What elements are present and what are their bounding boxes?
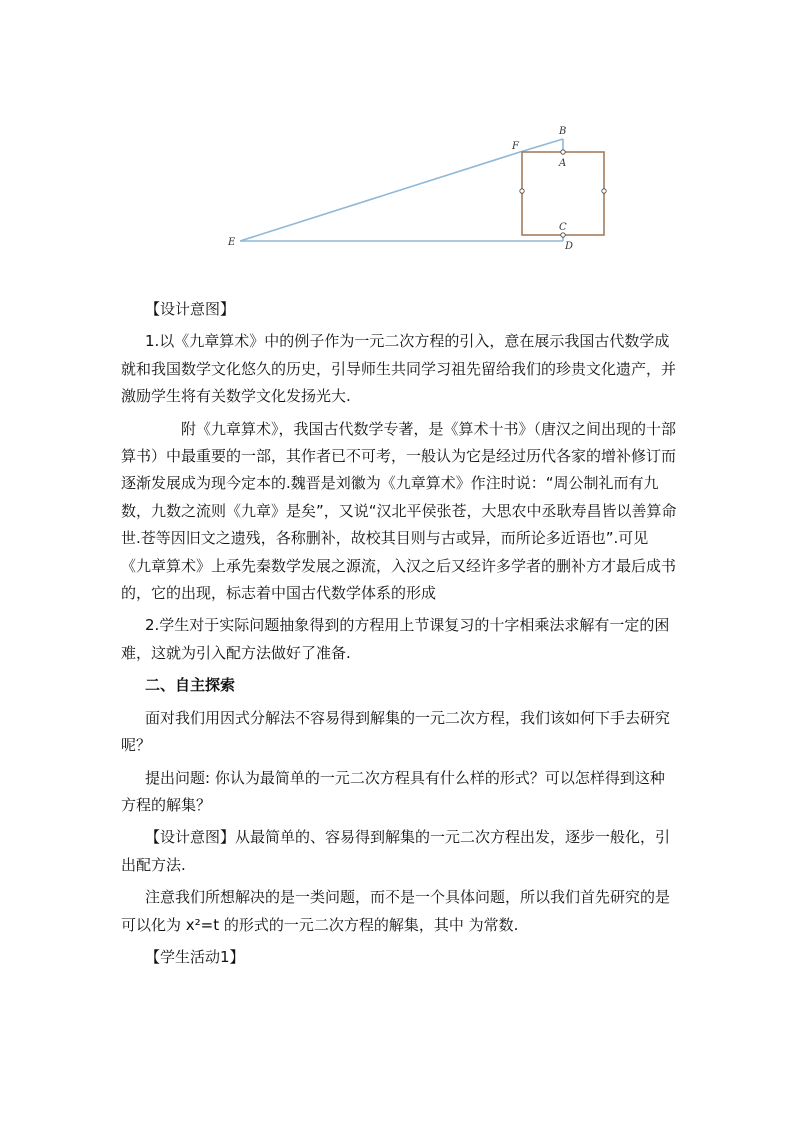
document-body [121,296,677,971]
label-D: D [565,241,574,252]
point-left-mid [520,189,524,193]
student-activity-heading: 【学生活动1】 [145,947,245,966]
paragraph-3: 面对我们用因式分解法不容易得到解集的一元二次方程，我们该如何下手去研究呢？ [121,708,671,755]
equation: x²=t [185,915,220,934]
geometry-figure [222,114,614,264]
label-E: E [228,237,236,248]
label-B: B [559,126,567,137]
section-heading: 二、自主探索 [145,676,236,695]
label-A: A [559,158,567,169]
paragraph-2: 2.学生对于实际问题抽象得到的方程用上节课复习的十字相乘法求解有一定的困难，这就为引入配方法做好了准备. [121,616,670,662]
point-A [561,150,565,154]
paragraph-design-intent-2 [121,824,677,879]
design-intent-text: 从最简单的、容易得到解集的一元二次方程出发，逐步一般化，引出配方法. [121,828,671,874]
paragraph-5-before: 注意我们所想解决的是一类问题，而不是一个具体问题，所以我们首先研究的是可以化为 [121,888,671,934]
paragraph-1: 1.以《九章算术》中的例子作为一元二次方程的引入，意在展示我国古代数学成就和我国数学文化悠久的历史，引导师生共同学习祖先留给我们的珍贵文化遗产，并激励学生将有关数学文化发扬光大. [121,332,677,406]
paragraph-appendix: 附《九章算术》，我国古代数学专著，是《算术十书》（唐汉之间出现的十部算书）中最重要的一部，其作者已不可考，一般认为它是经过历代各家的增补修订而逐渐发展成为现今定本的.魏晋是刘徽为《九章算术》作注时说：“周公制礼而有九数，九数之流则《九章》是矣”，又说“汉北平侯张苍，大思农中丞耿寿昌皆以善算命世.苍等因旧文之遗残，各称删补，故校其目则与古或异，而所论多近语也”.可见《九章算术》上承先秦数学发展之源流，入汉之后又经许多学者的删补方才最后成书的，它的出现，标志着中国古代数学体系的形成 [121,419,677,603]
point-C [561,233,565,237]
paragraph-5 [121,884,677,939]
line-FB [520,139,563,152]
design-intent-label: 【设计意图】 [145,828,236,847]
label-F: F [512,141,519,152]
line-EF [240,152,520,241]
paragraph-4: 提出问题: 你认为最简单的一元二次方程具有什么样的形式？可以怎样得到这种方程的解集？ [121,768,665,814]
point-right-mid [602,189,606,193]
paragraph-5-after: 的形式的一元二次方程的解集，其中 为常数. [219,915,519,934]
design-intent-heading: 【设计意图】 [145,300,236,318]
label-C: C [559,222,567,233]
